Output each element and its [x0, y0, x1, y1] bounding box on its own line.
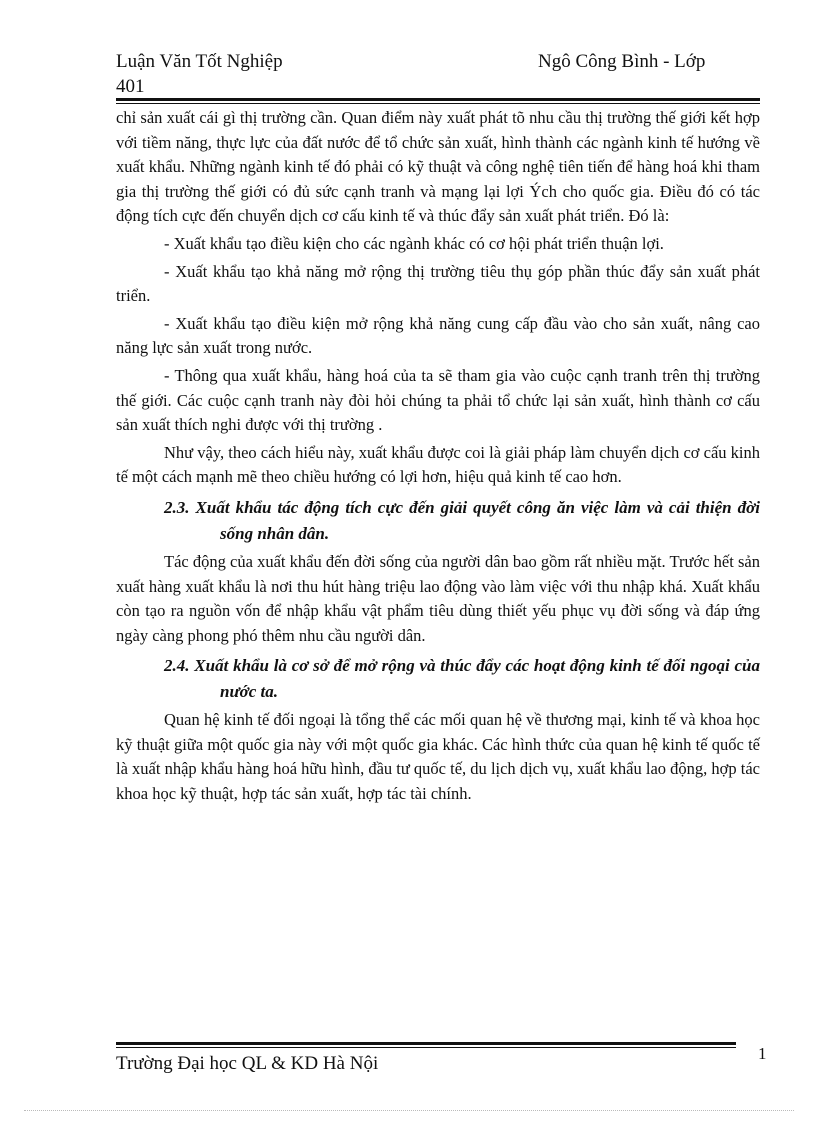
header-author: Ngô Công Bình - Lớp: [538, 51, 706, 72]
footer-rule-thin: [116, 1047, 736, 1048]
bullet-item: - Xuất khẩu tạo điều kiện cho các ngành khác có cơ hội phát triển thuận lợi.: [164, 233, 664, 253]
paragraph-continued: chỉ sản xuất cái gì thị trường cần. Quan điểm này xuất phát tõ nhu cầu thị trường thế giới kết hợp với tiềm năng, thực lực của đất nước để tổ chức sản xuất, hình thành các ngành kinh tế hướng về xuất khẩu. Những ngành kinh tế đó phải có kỹ thuật và công nghệ tiên tiến để hàng hoá khi tham gia thị trường thế giới có đủ sức cạnh tranh và mạng lại lợi Ých cho quốc gia. Điều đó có tác động tích cực đến chuyển dịch cơ cấu kinh tế và thúc đẩy sản xuất phát triển. Đó là:: [116, 108, 760, 226]
bullet-item: - Xuất khẩu tạo điều kiện mở rộng khả năng cung cấp đầu vào cho sản xuất, nâng cao năng lực sản xuất trong nước.: [116, 313, 760, 358]
header-rule-thin: [116, 103, 760, 104]
page-number: 1: [758, 1044, 767, 1063]
bullet-item: - Xuất khẩu tạo khả năng mở rộng thị trường tiêu thụ góp phần thúc đẩy sản xuất phát triển.: [116, 261, 760, 306]
section-heading-2-4: 2.4. Xuất khẩu là cơ sở để mở rộng và thúc đẩy các hoạt động kinh tế đối ngoại của nước ta.: [164, 656, 760, 702]
bullet-item: - Thông qua xuất khẩu, hàng hoá của ta sẽ tham gia vào cuộc cạnh tranh trên thị trường thế giới. Các cuộc cạnh tranh này đòi hỏi chúng ta phải tổ chức lại sản xuất, hình thành cơ cấu sản xuất thích nghi được với thị trường .: [116, 365, 760, 435]
footer-rule-thick: [116, 1042, 736, 1045]
header-rule-thick: [116, 98, 760, 101]
footer-school-name: Trường Đại học QL & KD Hà Nội: [116, 1053, 379, 1074]
page-boundary-divider: [24, 1110, 794, 1111]
document-body: [116, 106, 760, 810]
section-heading-2-3: 2.3. Xuất khẩu tác động tích cực đến giải quyết công ăn việc làm và cải thiện đời sống nhân dân.: [164, 497, 760, 543]
paragraph: Quan hệ kinh tế đối ngoại là tổng thể các mối quan hệ về thương mại, kinh tế và khoa học kỹ thuật giữa một quốc gia này với một quốc gia khác. Các hình thức của quan hệ kinh tế quốc tế là xuất nhập khẩu hàng hoá hữu hình, đầu tư quốc tế, du lịch dịch vụ, xuất khẩu lao động, hợp tác khoa học kỹ thuật, hợp tác sản xuất, hợp tác tài chính.: [116, 710, 760, 804]
header-thesis-title: Luận Văn Tốt Nghiệp: [116, 51, 283, 72]
paragraph: Tác động của xuất khẩu đến đời sống của người dân bao gồm rất nhiều mặt. Trước hết sản xuất hàng xuất khẩu là nơi thu hút hàng triệu lao động vào làm việc với thu nhập khá. Xuất khẩu còn tạo ra nguồn vốn để nhập khẩu vật phẩm tiêu dùng thiết yếu phục vụ đời sống và đáp ứng ngày càng phong phó thêm nhu cầu người dân.: [116, 551, 760, 645]
paragraph: Như vậy, theo cách hiểu này, xuất khẩu được coi là giải pháp làm chuyển dịch cơ cấu kinh tế một cách mạnh mẽ theo chiều hướng có lợi hơn, hiệu quả kinh tế cao hơn.: [116, 442, 760, 487]
header-class-number: 401: [116, 76, 145, 97]
